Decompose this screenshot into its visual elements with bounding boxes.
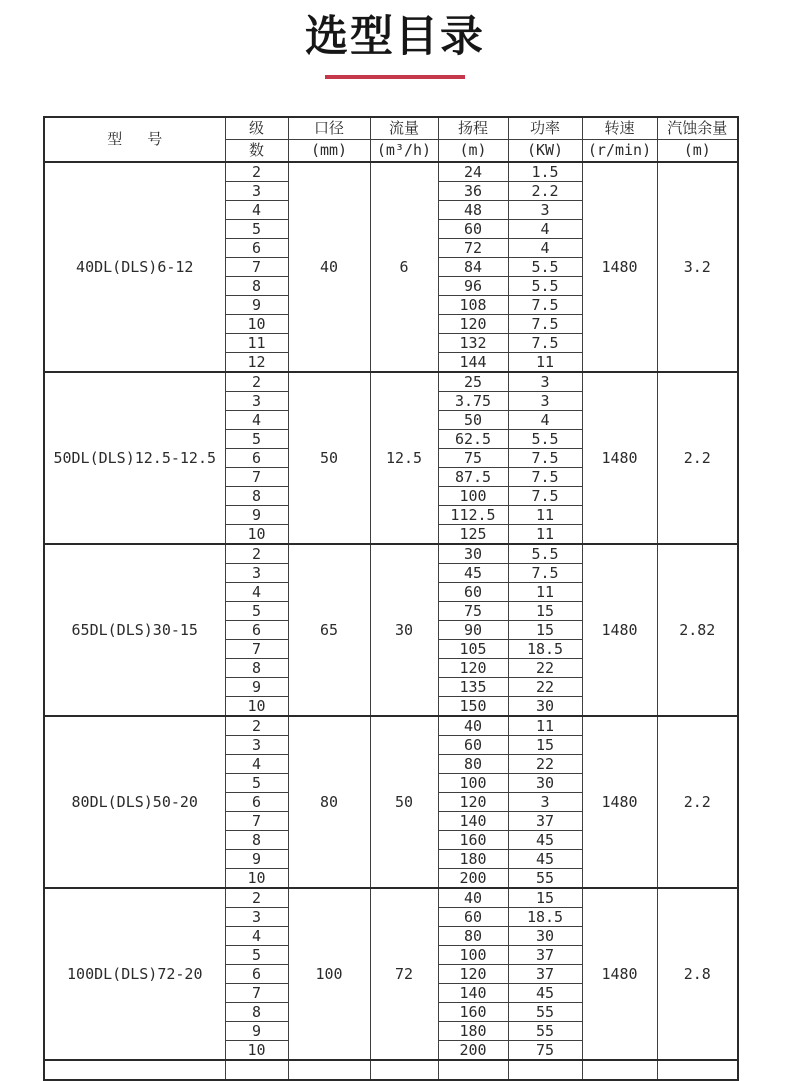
stage-cell: 9 <box>225 678 288 697</box>
head-cell: 60 <box>438 220 508 239</box>
stage-cell: 6 <box>225 965 288 984</box>
speed-cell: 1480 <box>582 372 657 544</box>
head-cell: 24 <box>438 162 508 182</box>
power-cell: 11 <box>508 716 582 736</box>
head-cell: 75 <box>438 602 508 621</box>
table-row-partial <box>44 1060 738 1080</box>
head-cell: 120 <box>438 965 508 984</box>
header-model: 型 号 <box>44 117 225 162</box>
diameter-cell: 40 <box>288 162 370 372</box>
power-cell: 11 <box>508 583 582 602</box>
header-flow-top: 流量 <box>370 117 438 140</box>
head-cell: 62.5 <box>438 430 508 449</box>
head-cell: 140 <box>438 984 508 1003</box>
stage-cell: 4 <box>225 755 288 774</box>
header-flow-unit: (m³/h) <box>370 140 438 163</box>
stage-cell: 3 <box>225 182 288 201</box>
power-cell: 22 <box>508 678 582 697</box>
stage-cell: 6 <box>225 449 288 468</box>
head-cell: 60 <box>438 736 508 755</box>
header-npsh-top: 汽蚀余量 <box>657 117 738 140</box>
power-cell: 5.5 <box>508 430 582 449</box>
head-cell: 132 <box>438 334 508 353</box>
table-row <box>44 544 738 564</box>
head-cell: 150 <box>438 697 508 717</box>
stage-cell: 10 <box>225 869 288 889</box>
power-cell: 4 <box>508 239 582 258</box>
head-cell: 180 <box>438 1022 508 1041</box>
power-cell: 15 <box>508 602 582 621</box>
stage-cell: 3 <box>225 736 288 755</box>
stage-cell: 11 <box>225 334 288 353</box>
header-stages-bottom: 数 <box>225 140 288 163</box>
stage-cell: 6 <box>225 621 288 640</box>
head-cell: 45 <box>438 564 508 583</box>
head-cell: 105 <box>438 640 508 659</box>
head-cell: 120 <box>438 793 508 812</box>
stage-cell: 3 <box>225 908 288 927</box>
head-cell: 135 <box>438 678 508 697</box>
power-cell: 11 <box>508 525 582 545</box>
head-cell: 60 <box>438 908 508 927</box>
power-cell: 45 <box>508 984 582 1003</box>
stage-cell: 4 <box>225 927 288 946</box>
power-cell: 7.5 <box>508 334 582 353</box>
power-cell: 75 <box>508 1041 582 1061</box>
power-cell: 18.5 <box>508 640 582 659</box>
stage-cell: 3 <box>225 392 288 411</box>
stage-cell: 2 <box>225 372 288 392</box>
header-speed-unit: (r/min) <box>582 140 657 163</box>
power-cell: 1.5 <box>508 162 582 182</box>
head-cell: 36 <box>438 182 508 201</box>
stage-cell: 3 <box>225 564 288 583</box>
page-title: 选型目录 <box>305 12 485 62</box>
npsh-cell: 2.82 <box>657 544 738 716</box>
diameter-cell <box>288 1060 370 1080</box>
stage-cell: 8 <box>225 277 288 296</box>
power-cell: 37 <box>508 965 582 984</box>
head-cell: 120 <box>438 315 508 334</box>
power-cell: 5.5 <box>508 277 582 296</box>
stage-cell: 10 <box>225 697 288 717</box>
speed-cell: 1480 <box>582 544 657 716</box>
power-cell: 37 <box>508 946 582 965</box>
head-cell: 200 <box>438 869 508 889</box>
head-cell: 144 <box>438 353 508 373</box>
power-cell: 7.5 <box>508 468 582 487</box>
header-head-top: 扬程 <box>438 117 508 140</box>
power-cell: 18.5 <box>508 908 582 927</box>
stage-cell: 2 <box>225 544 288 564</box>
head-cell: 100 <box>438 774 508 793</box>
power-cell: 2.2 <box>508 182 582 201</box>
head-cell: 96 <box>438 277 508 296</box>
head-cell: 140 <box>438 812 508 831</box>
stage-cell: 5 <box>225 774 288 793</box>
power-cell: 45 <box>508 850 582 869</box>
header-stages-top: 级 <box>225 117 288 140</box>
stage-cell: 8 <box>225 1003 288 1022</box>
stage-cell: 5 <box>225 946 288 965</box>
power-cell: 22 <box>508 659 582 678</box>
power-cell: 7.5 <box>508 315 582 334</box>
head-cell: 75 <box>438 449 508 468</box>
head-cell: 100 <box>438 487 508 506</box>
stage-cell: 8 <box>225 487 288 506</box>
head-cell: 72 <box>438 239 508 258</box>
header-head-unit: (m) <box>438 140 508 163</box>
header-npsh-unit: (m) <box>657 140 738 163</box>
head-cell: 125 <box>438 525 508 545</box>
power-cell: 3 <box>508 793 582 812</box>
head-cell: 180 <box>438 850 508 869</box>
head-cell: 160 <box>438 1003 508 1022</box>
stage-cell: 12 <box>225 353 288 373</box>
power-cell: 7.5 <box>508 487 582 506</box>
model-cell: 50DL(DLS)12.5-12.5 <box>44 372 225 544</box>
power-cell: 30 <box>508 697 582 717</box>
power-cell: 5.5 <box>508 544 582 564</box>
speed-cell: 1480 <box>582 162 657 372</box>
stage-cell: 5 <box>225 602 288 621</box>
header-speed-top: 转速 <box>582 117 657 140</box>
model-cell: 100DL(DLS)72-20 <box>44 888 225 1060</box>
stage-cell: 9 <box>225 850 288 869</box>
page-header <box>0 0 790 79</box>
speed-cell <box>582 1060 657 1080</box>
table-row <box>44 162 738 182</box>
head-cell: 50 <box>438 411 508 430</box>
power-cell: 30 <box>508 774 582 793</box>
head-cell: 80 <box>438 927 508 946</box>
power-cell: 15 <box>508 736 582 755</box>
flow-cell: 6 <box>370 162 438 372</box>
power-cell: 55 <box>508 1003 582 1022</box>
stage-cell: 4 <box>225 411 288 430</box>
catalog-table-body <box>44 162 738 1080</box>
header-row-top <box>44 117 738 140</box>
head-cell: 108 <box>438 296 508 315</box>
stage-cell: 6 <box>225 793 288 812</box>
flow-cell: 50 <box>370 716 438 888</box>
speed-cell: 1480 <box>582 716 657 888</box>
model-cell: 40DL(DLS)6-12 <box>44 162 225 372</box>
stage-cell: 2 <box>225 162 288 182</box>
npsh-cell: 3.2 <box>657 162 738 372</box>
stage-cell: 8 <box>225 831 288 850</box>
diameter-cell: 50 <box>288 372 370 544</box>
stage-cell: 5 <box>225 220 288 239</box>
stage-cell: 2 <box>225 716 288 736</box>
table-row <box>44 372 738 392</box>
head-cell: 90 <box>438 621 508 640</box>
stage-cell: 4 <box>225 583 288 602</box>
header-power-top: 功率 <box>508 117 582 140</box>
power-cell: 22 <box>508 755 582 774</box>
npsh-cell: 2.2 <box>657 372 738 544</box>
power-cell: 5.5 <box>508 258 582 277</box>
stage-cell: 5 <box>225 430 288 449</box>
header-power-unit: (KW) <box>508 140 582 163</box>
stage-cell: 10 <box>225 1041 288 1061</box>
power-cell: 7.5 <box>508 296 582 315</box>
stage-cell: 2 <box>225 888 288 908</box>
stage-cell: 7 <box>225 258 288 277</box>
head-cell: 84 <box>438 258 508 277</box>
stage-cell: 7 <box>225 468 288 487</box>
stage-cell: 9 <box>225 296 288 315</box>
power-cell: 11 <box>508 506 582 525</box>
power-cell: 7.5 <box>508 564 582 583</box>
speed-cell: 1480 <box>582 888 657 1060</box>
stage-cell: 8 <box>225 659 288 678</box>
header-diameter-top: 口径 <box>288 117 370 140</box>
power-cell: 45 <box>508 831 582 850</box>
head-cell: 60 <box>438 583 508 602</box>
head-cell: 100 <box>438 946 508 965</box>
power-cell: 15 <box>508 888 582 908</box>
head-cell <box>438 1060 508 1080</box>
head-cell: 3.75 <box>438 392 508 411</box>
table-row <box>44 888 738 908</box>
power-cell: 15 <box>508 621 582 640</box>
stage-cell: 7 <box>225 640 288 659</box>
stage-cell: 7 <box>225 812 288 831</box>
power-cell <box>508 1060 582 1080</box>
flow-cell <box>370 1060 438 1080</box>
power-cell: 3 <box>508 372 582 392</box>
pump-selection-table <box>43 116 739 1081</box>
diameter-cell: 100 <box>288 888 370 1060</box>
flow-cell: 12.5 <box>370 372 438 544</box>
table-header <box>44 117 738 162</box>
power-cell: 7.5 <box>508 449 582 468</box>
stage-cell: 7 <box>225 984 288 1003</box>
head-cell: 25 <box>438 372 508 392</box>
power-cell: 55 <box>508 869 582 889</box>
diameter-cell: 65 <box>288 544 370 716</box>
flow-cell: 72 <box>370 888 438 1060</box>
npsh-cell: 2.2 <box>657 716 738 888</box>
head-cell: 112.5 <box>438 506 508 525</box>
stage-cell: 9 <box>225 506 288 525</box>
stage-cell: 10 <box>225 525 288 545</box>
head-cell: 200 <box>438 1041 508 1061</box>
head-cell: 48 <box>438 201 508 220</box>
npsh-cell <box>657 1060 738 1080</box>
stage-cell <box>225 1060 288 1080</box>
selection-catalog <box>43 116 790 1081</box>
power-cell: 37 <box>508 812 582 831</box>
power-cell: 4 <box>508 411 582 430</box>
model-cell: 80DL(DLS)50-20 <box>44 716 225 888</box>
head-cell: 80 <box>438 755 508 774</box>
head-cell: 40 <box>438 716 508 736</box>
stage-cell: 4 <box>225 201 288 220</box>
head-cell: 120 <box>438 659 508 678</box>
head-cell: 30 <box>438 544 508 564</box>
model-cell <box>44 1060 225 1080</box>
stage-cell: 9 <box>225 1022 288 1041</box>
header-diameter-unit: (mm) <box>288 140 370 163</box>
head-cell: 40 <box>438 888 508 908</box>
diameter-cell: 80 <box>288 716 370 888</box>
power-cell: 3 <box>508 392 582 411</box>
title-underline <box>325 75 465 79</box>
stage-cell: 6 <box>225 239 288 258</box>
head-cell: 87.5 <box>438 468 508 487</box>
npsh-cell: 2.8 <box>657 888 738 1060</box>
power-cell: 55 <box>508 1022 582 1041</box>
power-cell: 3 <box>508 201 582 220</box>
power-cell: 11 <box>508 353 582 373</box>
model-cell: 65DL(DLS)30-15 <box>44 544 225 716</box>
power-cell: 30 <box>508 927 582 946</box>
power-cell: 4 <box>508 220 582 239</box>
head-cell: 160 <box>438 831 508 850</box>
stage-cell: 10 <box>225 315 288 334</box>
flow-cell: 30 <box>370 544 438 716</box>
table-row <box>44 716 738 736</box>
